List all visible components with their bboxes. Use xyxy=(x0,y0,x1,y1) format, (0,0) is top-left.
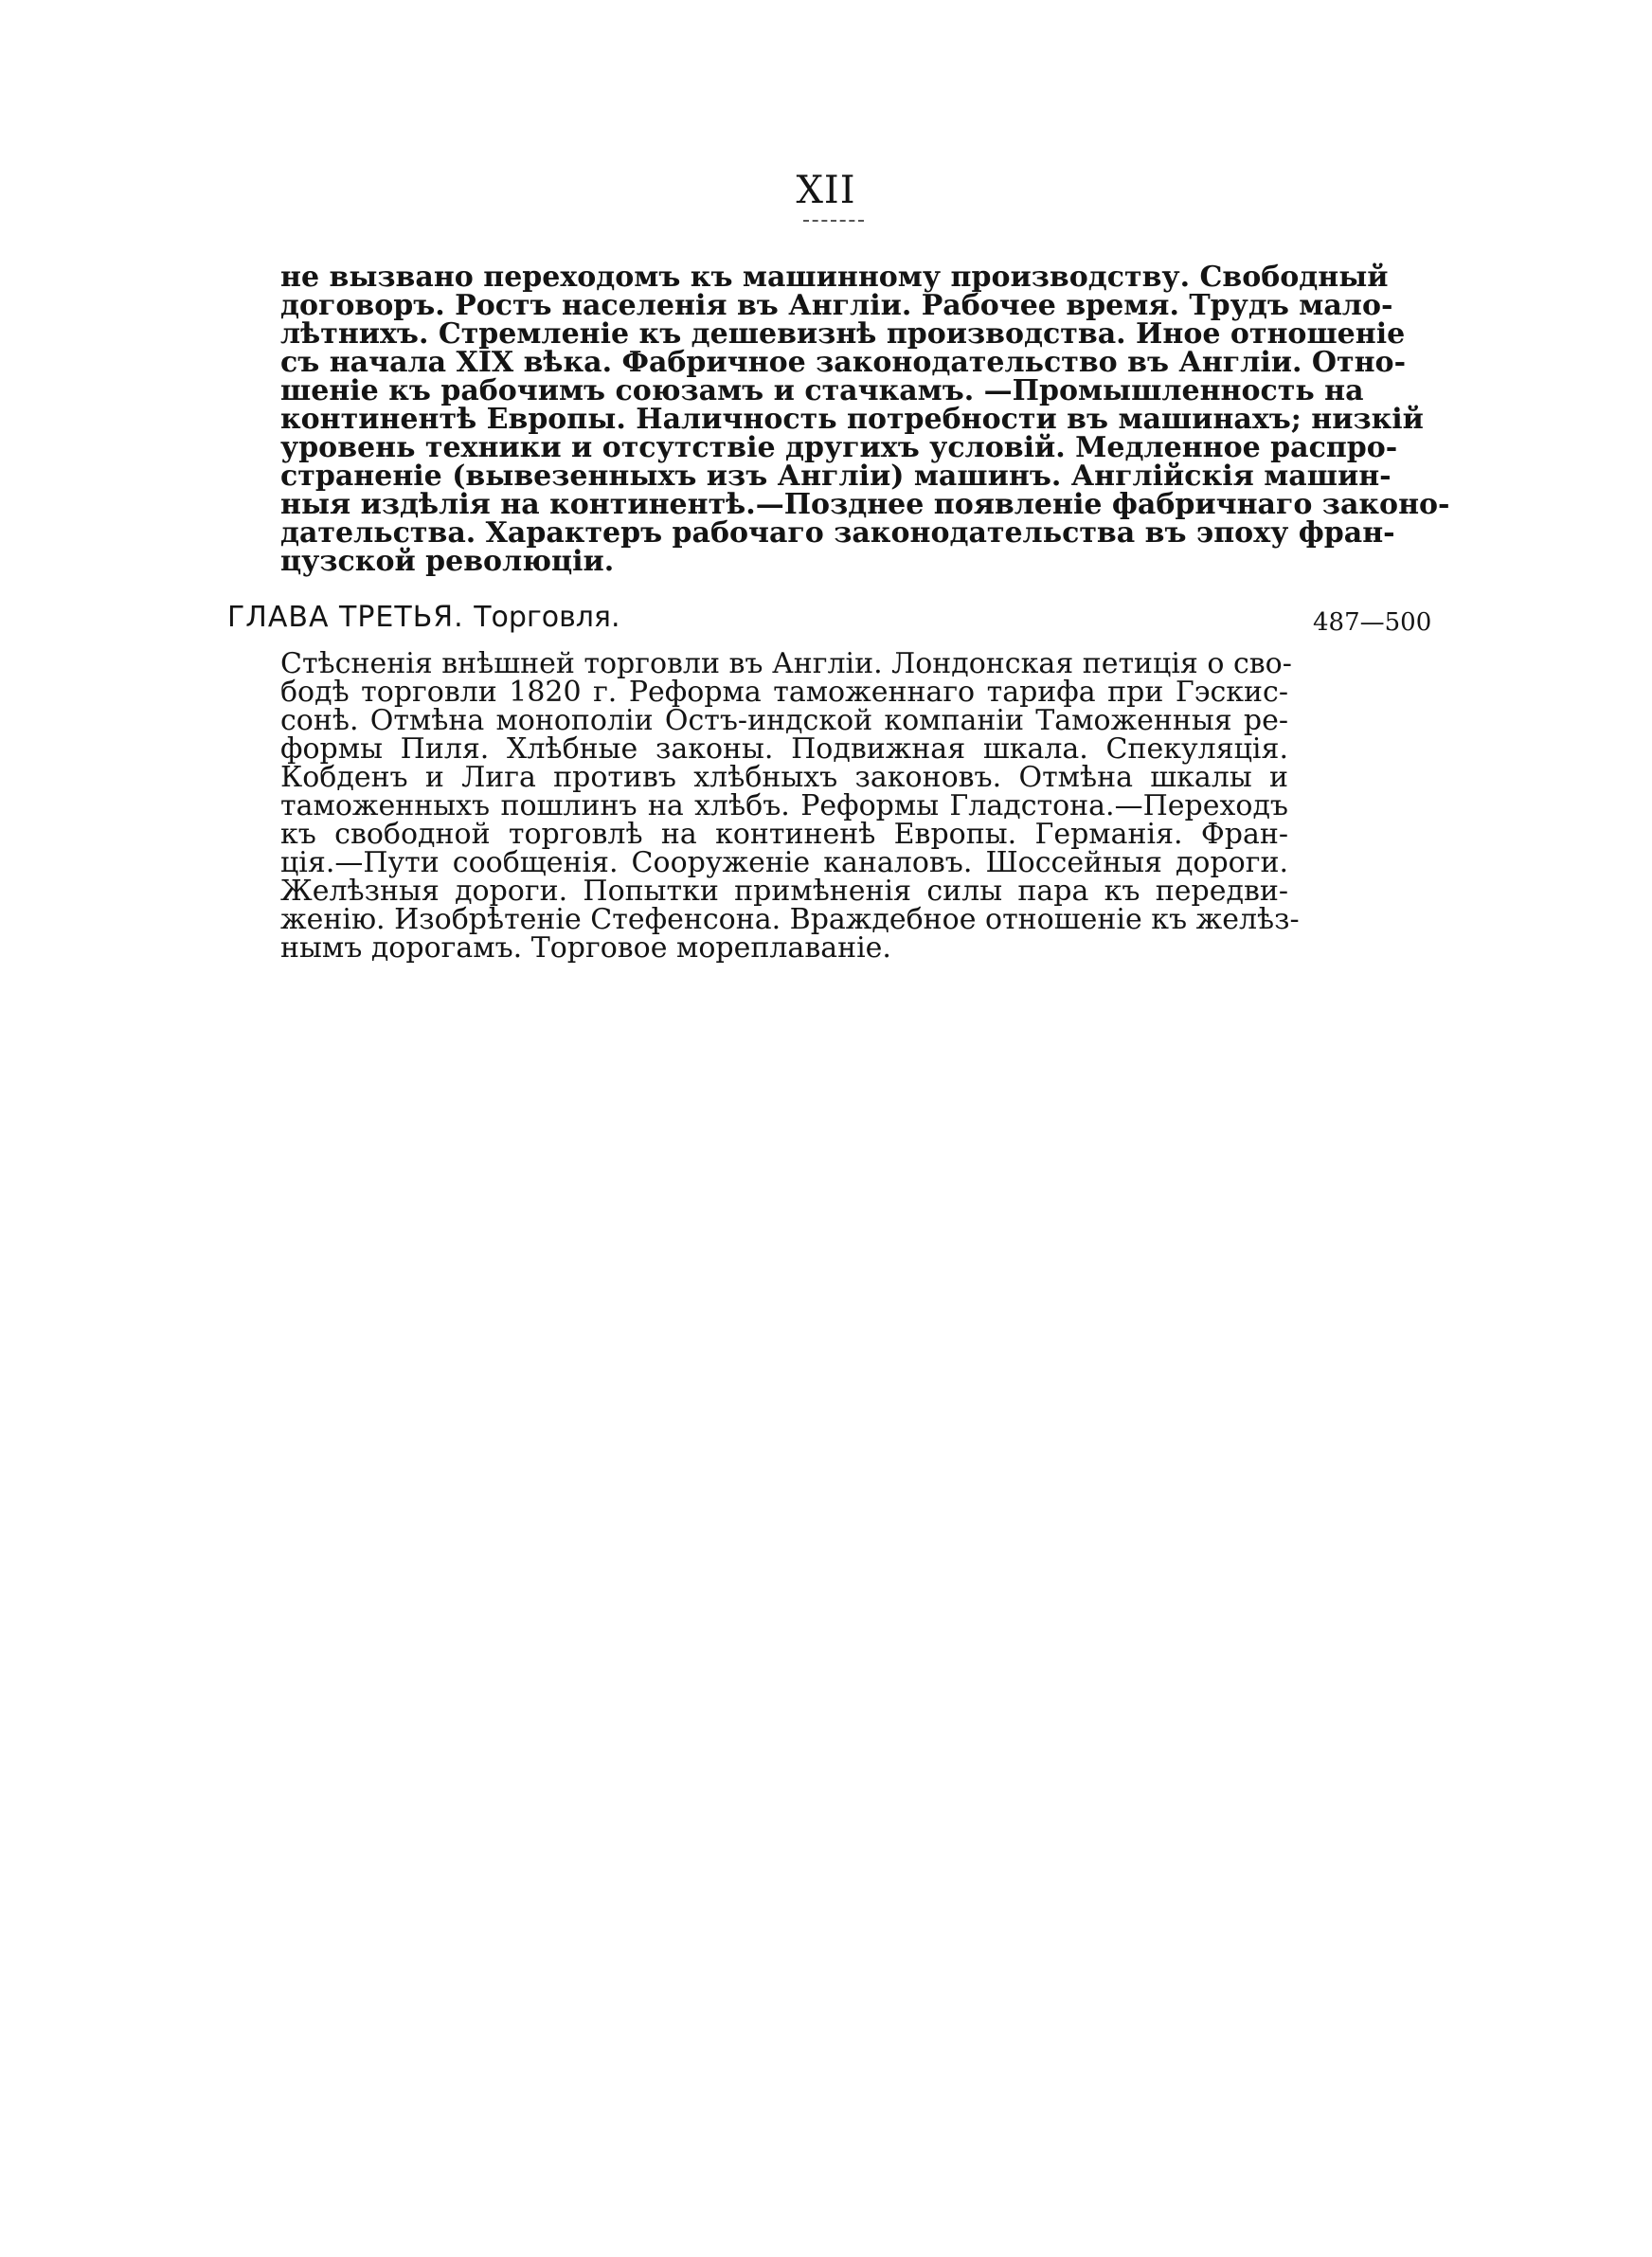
summary-line: Кобденъ и Лига противъ хлѣбныхъ законовъ. Отмѣна шкалы и xyxy=(280,761,1288,794)
page-number-rule xyxy=(803,220,864,222)
summary-line: страненіе (вывезенныхъ изъ Англіи) машинъ. Англійскія машин- xyxy=(280,460,1392,493)
summary-line: ція.—Пути сообщенія. Сооруженіе каналовъ. Шоссейныя дороги. xyxy=(280,846,1288,879)
summary-line: уровень техники и отсутствіе другихъ условій. Медленное распро- xyxy=(280,431,1398,464)
summary-line: къ свободной торговлѣ на континенѣ Европы. Германія. Фран- xyxy=(280,818,1288,851)
summary-line: женію. Изобрѣтеніе Стефенсона. Враждебное отношеніе къ желѣз- xyxy=(280,903,1300,936)
summary-line: лѣтнихъ. Стремленіе къ дешевизнѣ производства. Иное отношеніе xyxy=(280,317,1406,351)
chapter-summary xyxy=(280,647,1300,965)
summary-line: Желѣзныя дороги. Попытки примѣненія силы пара къ передви- xyxy=(280,875,1288,908)
chapter-label: ГЛАВА ТРЕТЬЯ. xyxy=(227,601,464,634)
summary-line: Стѣсненія внѣшней торговли въ Англіи. Лондонская петиція о сво- xyxy=(280,647,1292,680)
chapter-page-range: 487—500 xyxy=(1313,608,1432,637)
chapter-heading xyxy=(227,601,620,634)
summary-line: цузской революціи. xyxy=(280,545,615,578)
summary-line: не вызвано переходомъ къ машинному производству. Свободный xyxy=(280,261,1389,294)
summary-line: шеніе къ рабочимъ союзамъ и стачкамъ. —Промышленность на xyxy=(280,374,1364,407)
summary-line: таможенныхъ пошлинъ на хлѣбъ. Реформы Гладстона.—Переходъ xyxy=(280,789,1288,822)
chapter-title: Торговля. xyxy=(474,601,620,634)
summary-line: ныя издѣлія на континентѣ.—Позднее появленіе фабричнаго законо- xyxy=(280,488,1450,521)
summary-line: съ начала XIX вѣка. Фабричное законодательство въ Англіи. Отно- xyxy=(280,346,1407,379)
summary-line: формы Пиля. Хлѣбные законы. Подвижная шкала. Спекуляція. xyxy=(280,732,1288,766)
previous-chapter-summary xyxy=(280,261,1450,578)
summary-line: бодѣ торговли 1820 г. Реформа таможеннаго тарифа при Гэскис- xyxy=(280,676,1288,709)
summary-line: нымъ дорогамъ. Торговое мореплаваніе. xyxy=(280,931,891,965)
page-number: XII xyxy=(796,169,856,212)
summary-line: дательства. Характеръ рабочаго законодательства въ эпоху фран- xyxy=(280,516,1395,550)
summary-line: континентѣ Европы. Наличность потребности въ машинахъ; низкій xyxy=(280,403,1424,436)
summary-line: договоръ. Ростъ населенія въ Англіи. Рабочее время. Трудъ мало- xyxy=(280,289,1393,322)
summary-line: сонѣ. Отмѣна монополіи Остъ-индской компаніи Таможенныя ре- xyxy=(280,704,1288,737)
